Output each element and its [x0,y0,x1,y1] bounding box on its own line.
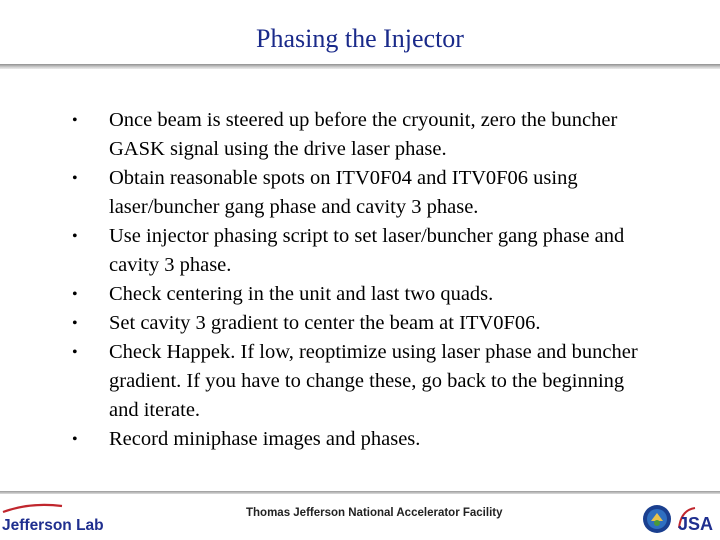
bullet-icon: • [72,170,78,187]
bullet-item [0,280,649,309]
bullet-text: Check centering in the unit and last two quads. [109,283,494,305]
logo-text: Jefferson Lab [2,517,104,534]
bullet-icon: • [72,431,78,448]
bullet-item [0,425,649,454]
footer [0,496,720,540]
jefferson-lab-logo [0,500,118,536]
bullet-icon: • [72,228,78,245]
bullet-text: Once beam is steered up before the cryounit, zero the buncher GASK signal using the drive laser phase. [109,109,618,160]
bullet-item [0,106,649,164]
footer-divider [0,491,720,494]
doe-seal-icon [642,504,672,534]
bullet-text: Use injector phasing script to set laser/buncher gang phase and cavity 3 phase. [109,225,625,276]
bullet-item [0,222,649,280]
bullet-list [0,106,720,454]
title-divider [0,64,720,69]
bullet-text: Record miniphase images and phases. [109,428,421,450]
bullet-icon: • [72,315,78,332]
bullet-item [0,164,649,222]
bullet-icon: • [72,112,78,129]
jsa-logo [675,502,720,536]
bullet-item [0,309,649,338]
bullet-text: Obtain reasonable spots on ITV0F04 and ITV0F06 using laser/buncher gang phase and cavity 3 phase. [109,167,578,218]
bullet-text: Set cavity 3 gradient to center the beam at ITV0F06. [109,312,541,334]
bullet-icon: • [72,344,78,361]
bullet-item [0,338,649,425]
bullet-text: Check Happek. If low, reoptimize using laser phase and buncher gradient. If you have to change these, go back to the beginning and iterate. [109,341,638,421]
facility-name: Thomas Jefferson National Accelerator Facility [246,507,503,519]
jsa-logo-text: JSA [678,514,714,534]
bullet-icon: • [72,286,78,303]
slide-title: Phasing the Injector [256,24,464,53]
